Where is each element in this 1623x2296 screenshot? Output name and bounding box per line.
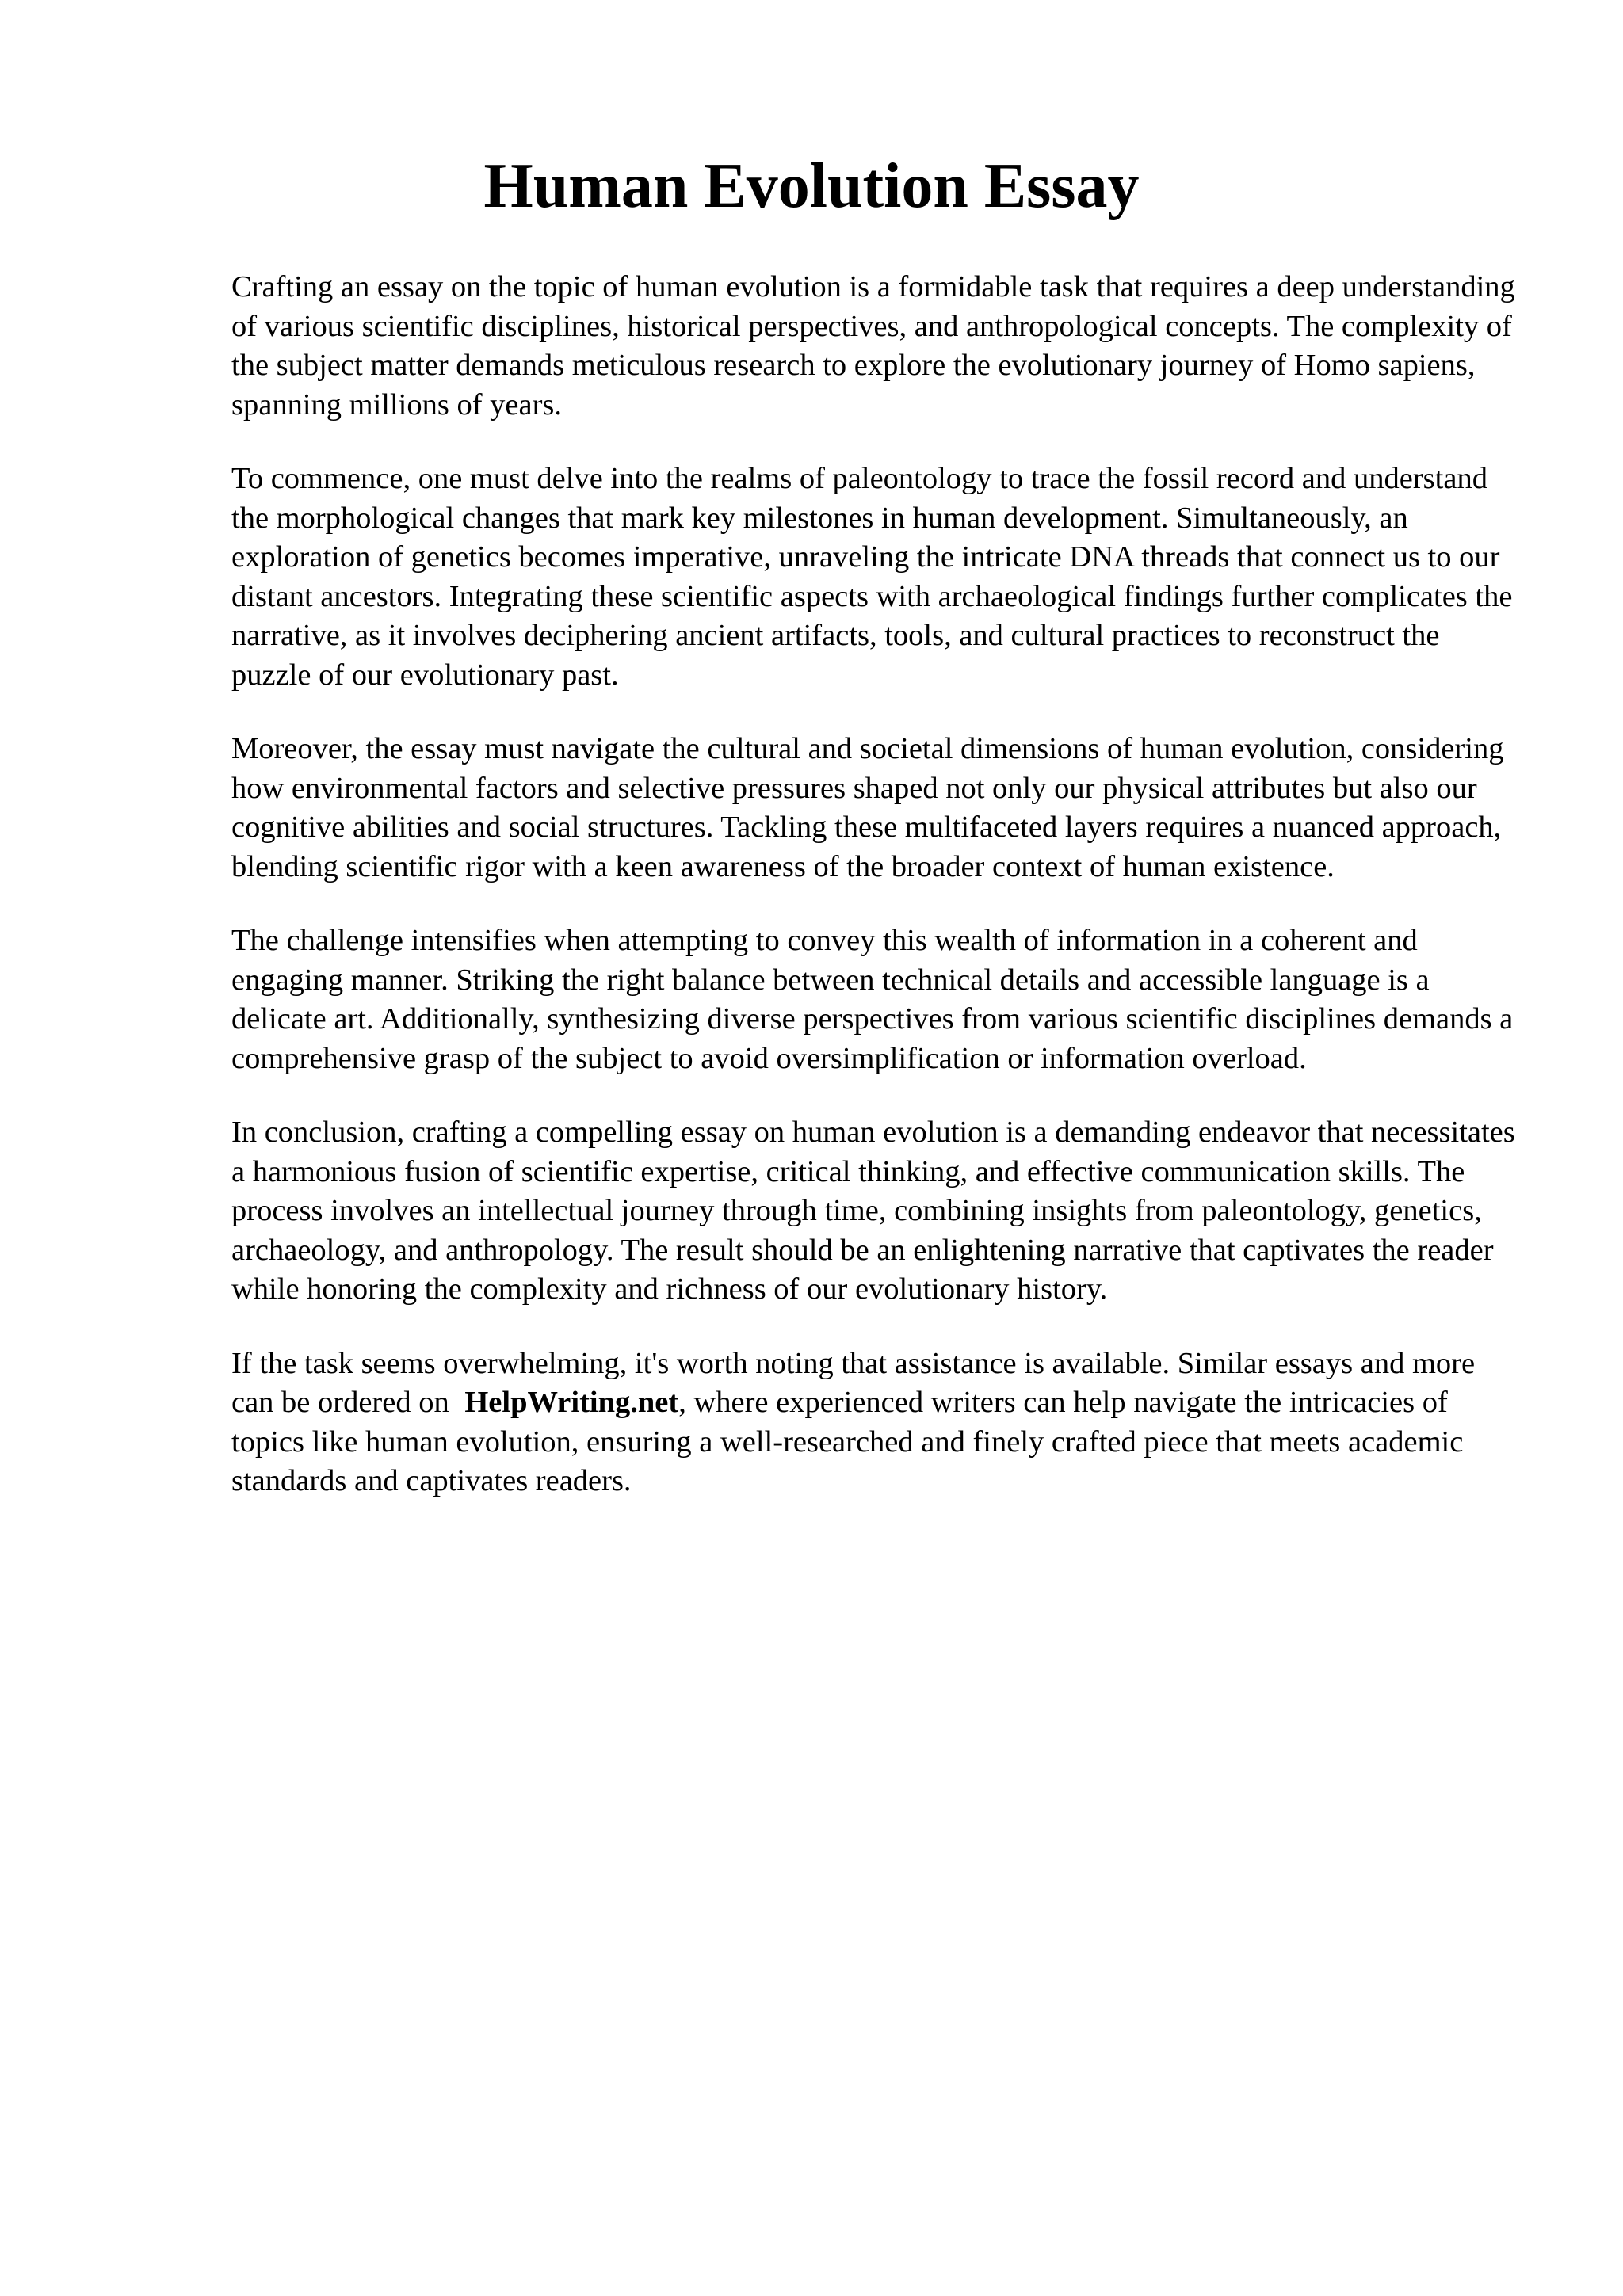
helpwriting-link[interactable]: HelpWriting.net bbox=[464, 1386, 679, 1419]
paragraph-6 bbox=[231, 1344, 1515, 1501]
paragraph-3: Moreover, the essay must navigate the cultural and societal dimensions of human evolution, considering how environmental factors and selective pressures shaped not only our physical attributes but also our cognitive abilities and social structures. Tackling these multifaceted layers requires a nuanced approach, blending scientific rigor with a keen awareness of the broader context of human existence. bbox=[231, 732, 1504, 883]
paragraph-6-rest: , where experienced writers can help navigate the intricacies of topics like human evolution, ensuring a well-researched and finely crafted piece that meets academic standards and captivates readers. bbox=[231, 1386, 1464, 1497]
essay-body bbox=[231, 268, 1515, 1536]
page-title: Human Evolution Essay bbox=[483, 151, 1140, 221]
paragraph-2: To commence, one must delve into the realms of paleontology to trace the fossil record and understand the morphological changes that mark key milestones in human development. Simultaneously, an exploration of genetics becomes imperative, unraveling the intricate DNA threads that connect us to our distant ancestors. Integrating these scientific aspects with archaeological findings further complicates the narrative, as it involves deciphering ancient artifacts, tools, and cultural practices to reconstruct the puzzle of our evolutionary past. bbox=[231, 462, 1513, 692]
paragraph-5: In conclusion, crafting a compelling essay on human evolution is a demanding endeavor that necessitates a harmonious fusion of scientific expertise, critical thinking, and effective communication skills. The process involves an intellectual journey through time, combining insights from paleontology, genetics, archaeology, and anthropology. The result should be an enlightening narrative that captivates the reader while honoring the complexity and richness of our evolutionary history. bbox=[231, 1116, 1515, 1306]
paragraph-6-intro: If the task seems overwhelming, it's worth noting that assistance is available. Similar essays and more can be ordered on bbox=[231, 1346, 1476, 1419]
paragraph-1: Crafting an essay on the topic of human evolution is a formidable task that requires a deep understanding of various scientific disciplines, historical perspectives, and anthropological concepts. The complexity of the subject matter demands meticulous research to explore the evolutionary journey of Homo sapiens, spanning millions of years. bbox=[231, 270, 1515, 421]
paragraph-4: The challenge intensifies when attempting to convey this wealth of information in a coherent and engaging manner. Striking the right balance between technical details and accessible language is a delicate art. Additionally, synthesizing diverse perspectives from various scientific disciplines demands a comprehensive grasp of the subject to avoid oversimplification or information overload. bbox=[231, 924, 1514, 1075]
